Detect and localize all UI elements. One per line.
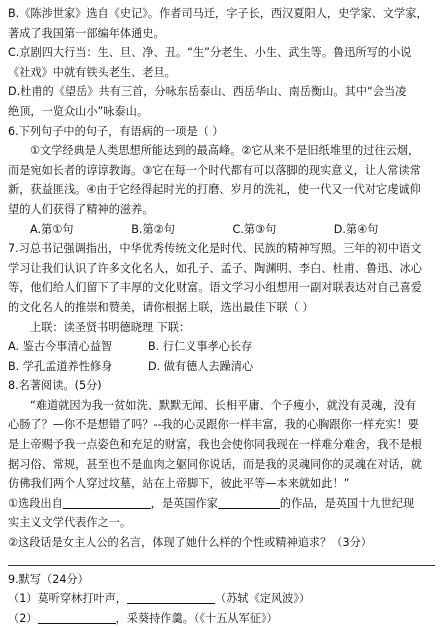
q7-option-b[interactable]: B. 行仁义事孝心长存 (148, 340, 253, 354)
q7-option-c[interactable]: B. 学孔孟道养性修身 (8, 359, 113, 373)
option-d-line-2: 绝顶，一览众山小”咏泰山。 (8, 104, 149, 118)
q8-passage-line-3: 是上帝赐予我一点姿色和充足的财富，我也会使你同我现在一样难分难舍，我不是根 (8, 438, 422, 452)
option-b-line-1: B.《陈涉世家》选自《史记》。作者司马迁，字子长，西汉夏阳人，史学家、文学家， (8, 7, 428, 20)
q8-subquestion-1-cont: 实主义文学代表作之一。 (8, 516, 132, 530)
q9-2-blank[interactable] (38, 611, 116, 624)
q7-couplet-prompt: 上联：读圣贤书明德晓理 下联： (30, 320, 191, 334)
q6-option-d[interactable]: D.第④句 (333, 222, 379, 236)
book-title-blank[interactable] (63, 496, 151, 509)
q9-1-blank[interactable] (127, 591, 215, 604)
q6-passage-line-1: ①文学经典是人类思想所能达到的最高峰。②它从来不是旧纸堆里的过往云烟， (30, 144, 420, 158)
q9-item-1 (8, 589, 435, 609)
q6-passage-line-3: 新，获益匪浅。④由于它经得起时光的打磨、岁月的洗礼，使一代又一代对它虔诚仰 (8, 183, 421, 197)
q8-passage-line-1: “难道就因为我一贫如洗、默默无闻、长相平庸、个子瘦小，就没有灵魂，没有 (30, 398, 417, 412)
section-divider (8, 565, 435, 566)
option-d-line-1: D.杜甫的《望岳》共有三首，分咏东岳泰山、西岳华山、南岳衡山。其中“会当凌 (8, 85, 407, 99)
q6-option-c[interactable]: C.第③句 (232, 222, 277, 236)
q7-options-row-1 (8, 337, 435, 357)
q8-subquestion-1 (8, 494, 435, 514)
q7-option-d[interactable]: D. 做有德人去躁清心 (148, 359, 254, 373)
q8-passage-line-4: 据习俗、常规，甚至也不是血肉之躯同你说话，而是我的灵魂同你的灵魂在对话，就 (8, 457, 422, 471)
q8-passage-line-2: 心肠了？—你不是想错了吗？--我的心灵跟你一样丰富，我的心胸跟你一样充实！要 (8, 418, 419, 432)
q8-subquestion-2: ②这段话是女主人公的名言，体现了她什么样的个性或精神追求？（3分） (8, 536, 372, 550)
q9-2-prefix: （2） (8, 611, 38, 625)
q7-option-a[interactable]: A. 鉴古今事清心益智 (8, 340, 113, 354)
q6-option-b[interactable]: B.第②句 (131, 222, 175, 236)
question-7-line-4: 的文化名人的推崇和赞美，请你根据上联，选出最佳下联（ ） (8, 300, 314, 314)
q8-1-prefix: ①选段出自 (8, 496, 63, 510)
question-9-title: 9.默写（24分） (8, 572, 89, 586)
q6-passage-line-4: 望的人们获得了精神的滋养。 (8, 202, 154, 216)
option-c-line-2: 《社戏》中就有铁头老生、老旦。 (8, 65, 176, 79)
q9-2-middle: ，采葵持作羹。 (115, 611, 194, 625)
question-6-stem: 6.下列句子中的句子，有语病的一项是（ ） (8, 124, 224, 138)
q8-1-suffix: 的作品，是英国十九世纪现 (279, 496, 415, 510)
option-b-line-2: 著成了我国第一部编年体通史。 (8, 26, 165, 40)
q6-options (8, 220, 435, 240)
q8-1-middle: ，是英国作家 (150, 496, 218, 510)
question-7-line-3: 等，他们给人们留下了丰厚的文化财富。语文学习小组想用一副对联表达对自己喜爱 (8, 281, 422, 295)
q8-passage-line-5: 仿佛我们两个人穿过坟墓，站在上帝脚下，彼此平等—本来就如此！” (8, 477, 350, 491)
author-blank[interactable] (218, 496, 280, 509)
q6-option-a[interactable]: A.第①句 (30, 222, 74, 236)
q9-1-prefix: （1）莫听穿林打叶声， (8, 592, 127, 606)
question-7-line-1: 7.习总书记强调指出，中华优秀传统文化是时代、民族的精神写照。三年的初中语文 (8, 242, 422, 256)
q7-options-row-2 (8, 357, 435, 377)
q9-1-source: （苏轼《定风波》） (215, 592, 311, 606)
option-c-line-1: C.京剧四大行当：生、旦、净、丑。“生”分老生、小生、武生等。鲁迅所写的小说 (8, 46, 412, 60)
question-7-line-2: 学习让我们认识了许多文化名人，如孔子、孟子、陶渊明、李白、杜甫、鲁迅、冰心 (8, 261, 422, 275)
q9-2-source: （《十五从军征》） (193, 611, 278, 625)
question-8-title: 8.名著阅读。(5分) (8, 379, 102, 393)
q6-passage-line-2: 而是宛如长者的谆谆教诲。③它在每一个时代都有可以落脚的现实意义，让人常读常 (8, 163, 421, 177)
q9-item-2 (8, 609, 435, 628)
answer-space (8, 553, 435, 563)
